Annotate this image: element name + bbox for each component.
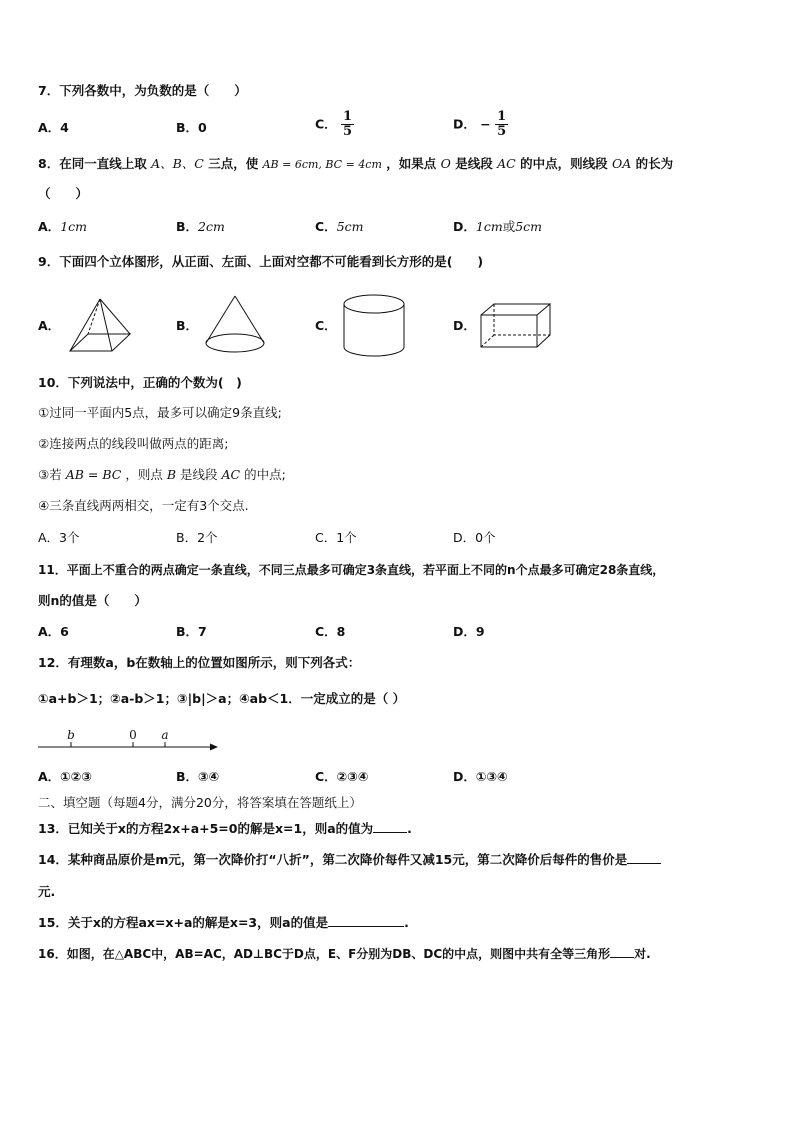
q8-stem-c: ，如果点 bbox=[386, 156, 437, 171]
q8-option-d bbox=[453, 218, 542, 236]
q10-option-a: A．3个 bbox=[38, 530, 80, 545]
q8-option-b bbox=[176, 218, 225, 236]
q8-paren: （ ） bbox=[38, 186, 89, 201]
q12-option-c: C．②③④ bbox=[315, 769, 369, 784]
q13 bbox=[38, 820, 412, 838]
q10-s3-c: 是线段 bbox=[179, 467, 218, 482]
q8-stem-f: 的长为 bbox=[635, 156, 674, 171]
q7-d-minus: − bbox=[480, 116, 491, 132]
q8-option-d-or: 或 bbox=[502, 219, 516, 234]
q8-point-o: O bbox=[440, 156, 451, 171]
q8-option-b-value: 2cm bbox=[198, 219, 225, 234]
q8-option-d-value2: 5cm bbox=[515, 219, 543, 234]
q9-option-d: D． bbox=[453, 318, 476, 333]
q16-end: 对. bbox=[634, 947, 651, 961]
q11-option-c: C．8 bbox=[315, 624, 346, 639]
section-2-heading: 二、填空题（每题4分，满分20分，将答案填在答题纸上） bbox=[38, 795, 362, 810]
q11-stem-line1: 11．平面上不重合的两点确定一条直线，不同三点最多可确定3条直线，若平面上不同的n个点最多可确定28条直线， bbox=[38, 563, 665, 577]
q13-text: 13．已知关于x的方程2x+a+5=0的解是x=1，则a的值为 bbox=[38, 821, 374, 836]
q7-option-c bbox=[315, 110, 354, 139]
q7-option-d bbox=[453, 110, 508, 139]
q14-text: 14．某种商品原价是m元，第一次降价打“八折”，第二次降价每件又减15元，第二次降价后每件的售价是 bbox=[38, 852, 628, 867]
q10-option-c: C．1个 bbox=[315, 530, 357, 545]
q8-option-a-label: A． bbox=[38, 219, 61, 234]
q15 bbox=[38, 914, 409, 932]
q9-option-b: B． bbox=[176, 318, 199, 333]
q8-stem-d: 是线段 bbox=[455, 156, 493, 171]
q11-option-a: A．6 bbox=[38, 624, 69, 639]
q14-line2: 元. bbox=[38, 884, 56, 899]
q15-text: 15．关于x的方程ax=x+a的解是x=3，则a的值是 bbox=[38, 915, 329, 930]
q7-option-d-label: D． bbox=[453, 116, 476, 132]
q10-statement-3 bbox=[38, 466, 286, 484]
q10-statement-2: ②连接两点的线段叫做两点的距离; bbox=[38, 436, 229, 451]
q11-option-d: D．9 bbox=[453, 624, 485, 639]
q8-option-d-value1: 1cm bbox=[475, 219, 503, 234]
q7-d-denominator: 5 bbox=[497, 124, 507, 139]
q14-answer-blank[interactable] bbox=[627, 863, 661, 864]
q11-option-b: B．7 bbox=[176, 624, 207, 639]
q12-option-b: B．③④ bbox=[176, 769, 220, 784]
q10-stem: 10．下列说法中，正确的个数为( ) bbox=[38, 375, 242, 390]
q15-end: . bbox=[404, 915, 409, 930]
cone-icon bbox=[201, 293, 271, 357]
q12-option-d: D．①③④ bbox=[453, 769, 508, 784]
q8-option-c bbox=[315, 218, 364, 236]
q16 bbox=[38, 945, 651, 963]
q7-c-fraction bbox=[341, 110, 354, 139]
q14 bbox=[38, 851, 661, 869]
q7-c-denominator: 5 bbox=[343, 124, 353, 139]
q10-s3-point-b: B bbox=[166, 467, 176, 482]
q10-statement-1: ①过同一平面内5点，最多可以确定9条直线; bbox=[38, 405, 282, 420]
q7-d-fraction bbox=[495, 110, 508, 139]
q16-text: 16．如图，在△ABC中，AB=AC，AD⊥BC于D点，E、F分别为DB、DC的中点，则图中共有全等三角形 bbox=[38, 947, 611, 961]
q9-option-a: A． bbox=[38, 318, 61, 333]
q10-s3-segment-ac: AC bbox=[221, 467, 241, 482]
q9-stem: 9．下面四个立体图形，从正面、左面、上面对空都不可能看到长方形的是( ) bbox=[38, 254, 484, 269]
q10-s3-equation: AB = BC bbox=[65, 467, 122, 482]
q10-statement-4: ④三条直线两两相交，一定有3个交点. bbox=[38, 498, 249, 513]
q10-s3-a: ③若 bbox=[38, 467, 62, 482]
q11-stem-line2: 则n的值是（ ） bbox=[38, 593, 147, 608]
number-line-label-a: a bbox=[161, 728, 169, 742]
cuboid-icon bbox=[478, 301, 554, 351]
q10-s3-b: ，则点 bbox=[125, 467, 163, 482]
q7-option-a: A．4 bbox=[38, 120, 69, 135]
pyramid-icon bbox=[64, 296, 136, 356]
q9-option-c: C． bbox=[315, 318, 337, 333]
q8-stem-a: 8．在同一直线上取 bbox=[38, 156, 147, 171]
q12-option-a: A．①②③ bbox=[38, 769, 92, 784]
q10-option-d: D．0个 bbox=[453, 530, 496, 545]
q12-stem: 12．有理数a，b在数轴上的位置如图所示，则下列各式： bbox=[38, 655, 361, 670]
q8-stem-b: 三点，使 bbox=[208, 156, 259, 171]
q8-option-c-label: C． bbox=[315, 219, 337, 234]
q8-stem-e: 的中点，则线段 bbox=[520, 156, 608, 171]
number-line bbox=[36, 725, 222, 755]
q8-option-d-label: D． bbox=[453, 219, 476, 234]
q8-condition: AB = 6cm, BC = 4cm bbox=[262, 158, 382, 171]
q8-segment-ac: AC bbox=[497, 156, 516, 171]
q16-answer-blank[interactable] bbox=[610, 957, 634, 958]
q8-points: A、B、C bbox=[151, 156, 204, 171]
q7-option-c-label: C． bbox=[315, 116, 337, 132]
q8-option-a bbox=[38, 218, 87, 236]
q13-answer-blank[interactable] bbox=[373, 832, 407, 833]
q8-segment-oa: OA bbox=[611, 156, 632, 171]
number-line-label-b: b bbox=[67, 728, 75, 742]
q7-option-b: B．0 bbox=[176, 120, 207, 135]
q10-option-b: B．2个 bbox=[176, 530, 218, 545]
q8-option-a-value: 1cm bbox=[60, 219, 87, 234]
q8-option-b-label: B． bbox=[176, 219, 199, 234]
q7-stem: 7．下列各数中，为负数的是（ ） bbox=[38, 83, 247, 98]
q7-d-numerator: 1 bbox=[497, 109, 507, 124]
q13-end: . bbox=[407, 821, 412, 836]
number-line-label-zero: 0 bbox=[129, 728, 137, 742]
q8-stem bbox=[38, 155, 673, 174]
q8-option-c-value: 5cm bbox=[336, 219, 364, 234]
q15-answer-blank[interactable] bbox=[328, 926, 404, 927]
q10-s3-d: 的中点; bbox=[244, 467, 286, 482]
q12-items: ①a+b＞1；②a-b＞1；③|b|＞a；④ab＜1．一定成立的是（ ） bbox=[38, 691, 406, 706]
q7-c-numerator: 1 bbox=[343, 109, 353, 124]
cylinder-icon bbox=[340, 293, 408, 359]
